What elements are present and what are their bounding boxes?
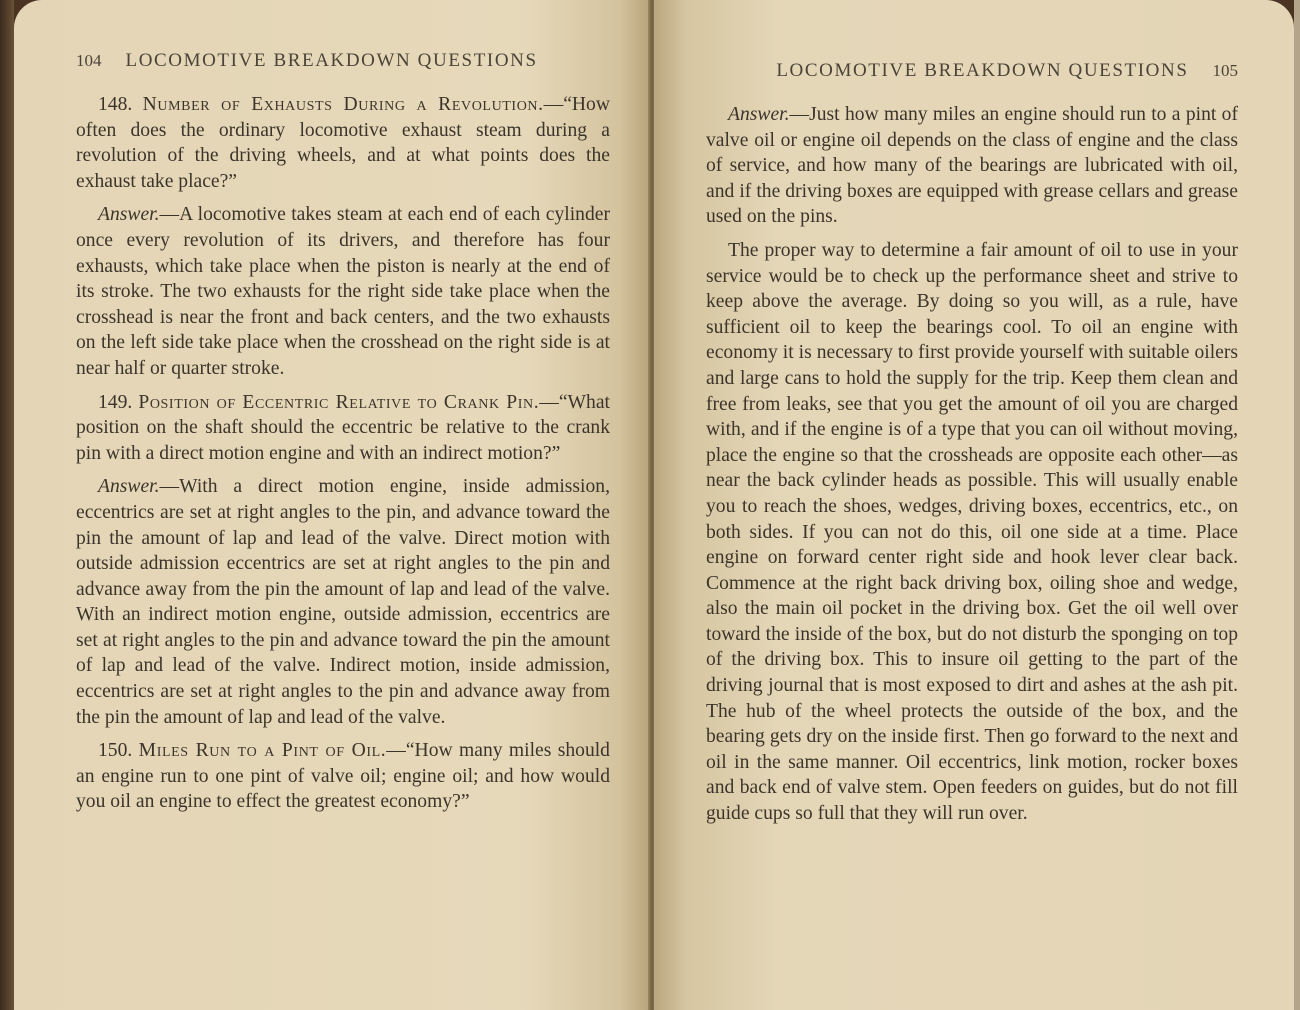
answer-paragraph [706,102,1238,230]
answer-text: —With a direct motion engine, inside admission, eccentrics are set at right angles to the pin, and advance toward the pin the amount of lap and lead of the valve. Direct motion with outside admission eccentrics are set at right angles to the pin and advance away from the pin the amount of lap and lead of the valve. With an indirect motion engine, outside admission, eccentrics are set at right angles to the pin and advance toward the pin the amount of lap and lead of the valve. Indirect motion, inside admission, eccentrics are set at right angles to the pin and advance away from the pin the amount of lap and lead of the valve. [76,476,610,728]
question-paragraph [76,738,610,815]
answer-paragraph [76,202,610,381]
question-paragraph [76,390,610,467]
question-number: 149. [98,391,133,413]
page-number: 104 [76,51,102,70]
page-edge [1294,0,1300,1010]
question-number: 148. [98,94,133,115]
answer-text: —A locomotive takes steam at each end of each cylinder once every revolution of its drivers, and therefore has four exhausts, which take place when the piston is nearly at the end of its stroke. The two exhausts for the right side take place when the crosshead is near the front and back centers, and the two exhausts on the left side take place when the crosshead on the right side is at near half or quarter stroke. [76,204,610,379]
body-paragraph [706,238,1238,827]
answer-paragraph [76,474,610,730]
right-page [654,0,1294,1010]
answer-text: —Just how many miles an engine should run to a pint of valve oil or engine oil depends on the class of engine and the class of service, and how many of the bearings are lubricated with oil, and if the driving boxes are equipped with grease cellars and grease used on the pins. [706,104,1238,228]
answer-label: Answer. [98,476,160,498]
body-text: The proper way to determine a fair amount of oil to use in your service would be to check up the performance sheet and strive to keep above the average. By doing so you will, as a rule, have sufficient oil to keep the bearings cool. To oil an engine with economy it is necessary to first provide yourself with suitable oilers and large cans to hold the supply for the trip. Keep them clean and free from leaks, see that you get the amount of oil you are charged with, and if the engine is of a type that you can oil without moving, place the engine so that the crossheads are opposite each other—as near the back cylinder heads as possible. This will usually enable you to reach the shoes, wedges, driving boxes, eccentrics, etc., on both sides. If you can not do this, oil one side at a time. Place engine on forward center right side and hook lever clear back. Commence at the right back driving box, oiling shoe and wedge, also the main oil pocket in the driving box. Get the oil well over toward the inside of the box, but do not disturb the sponging on top of the driving box. This to insure oil getting to the part of the driving journal that is most exposed to dirt and ashes at the ash pit. The hub of the wheel protects the outside of the box, and the bearing gets dry on the inside first. Then go forward to the next and oil in the same manner. Oil eccentrics, link motion, rocker boxes and back end of valve stem. Open feeders on guides, but do not fill guide cups so full that they will run over. [706,239,1238,825]
running-title: LOCOMOTIVE BREAKDOWN QUESTIONS [776,60,1189,81]
left-page [14,0,650,1010]
running-title: LOCOMOTIVE BREAKDOWN QUESTIONS [125,50,538,71]
question-title: Position of Eccentric Relative to Crank Pin. [138,391,540,413]
page-number: 105 [1212,61,1238,80]
question-title: Number of Exhausts During a Revolution. [142,94,544,115]
book-cover-edge [0,0,14,1010]
running-head-left [76,50,610,72]
answer-label: Answer. [98,204,160,226]
question-text: —“How many miles should an engine run to one pint of valve oil; engine oil; and how would you oil an engine to effect the greatest economy?” [76,740,610,813]
question-text: —“What position on the shaft should the eccentric be relative to the crank pin with a direct motion engine and with an indirect motion?” [76,391,610,464]
question-text: —“How often does the ordinary locomotive exhaust steam during a revolution of the driving wheels, and at what points does the exhaust take place?” [76,94,610,192]
question-number: 150. [98,740,133,762]
question-paragraph [76,92,610,194]
answer-label: Answer. [728,104,790,125]
question-title: Miles Run to a Pint of Oil. [138,740,387,762]
running-head-right [706,60,1238,82]
